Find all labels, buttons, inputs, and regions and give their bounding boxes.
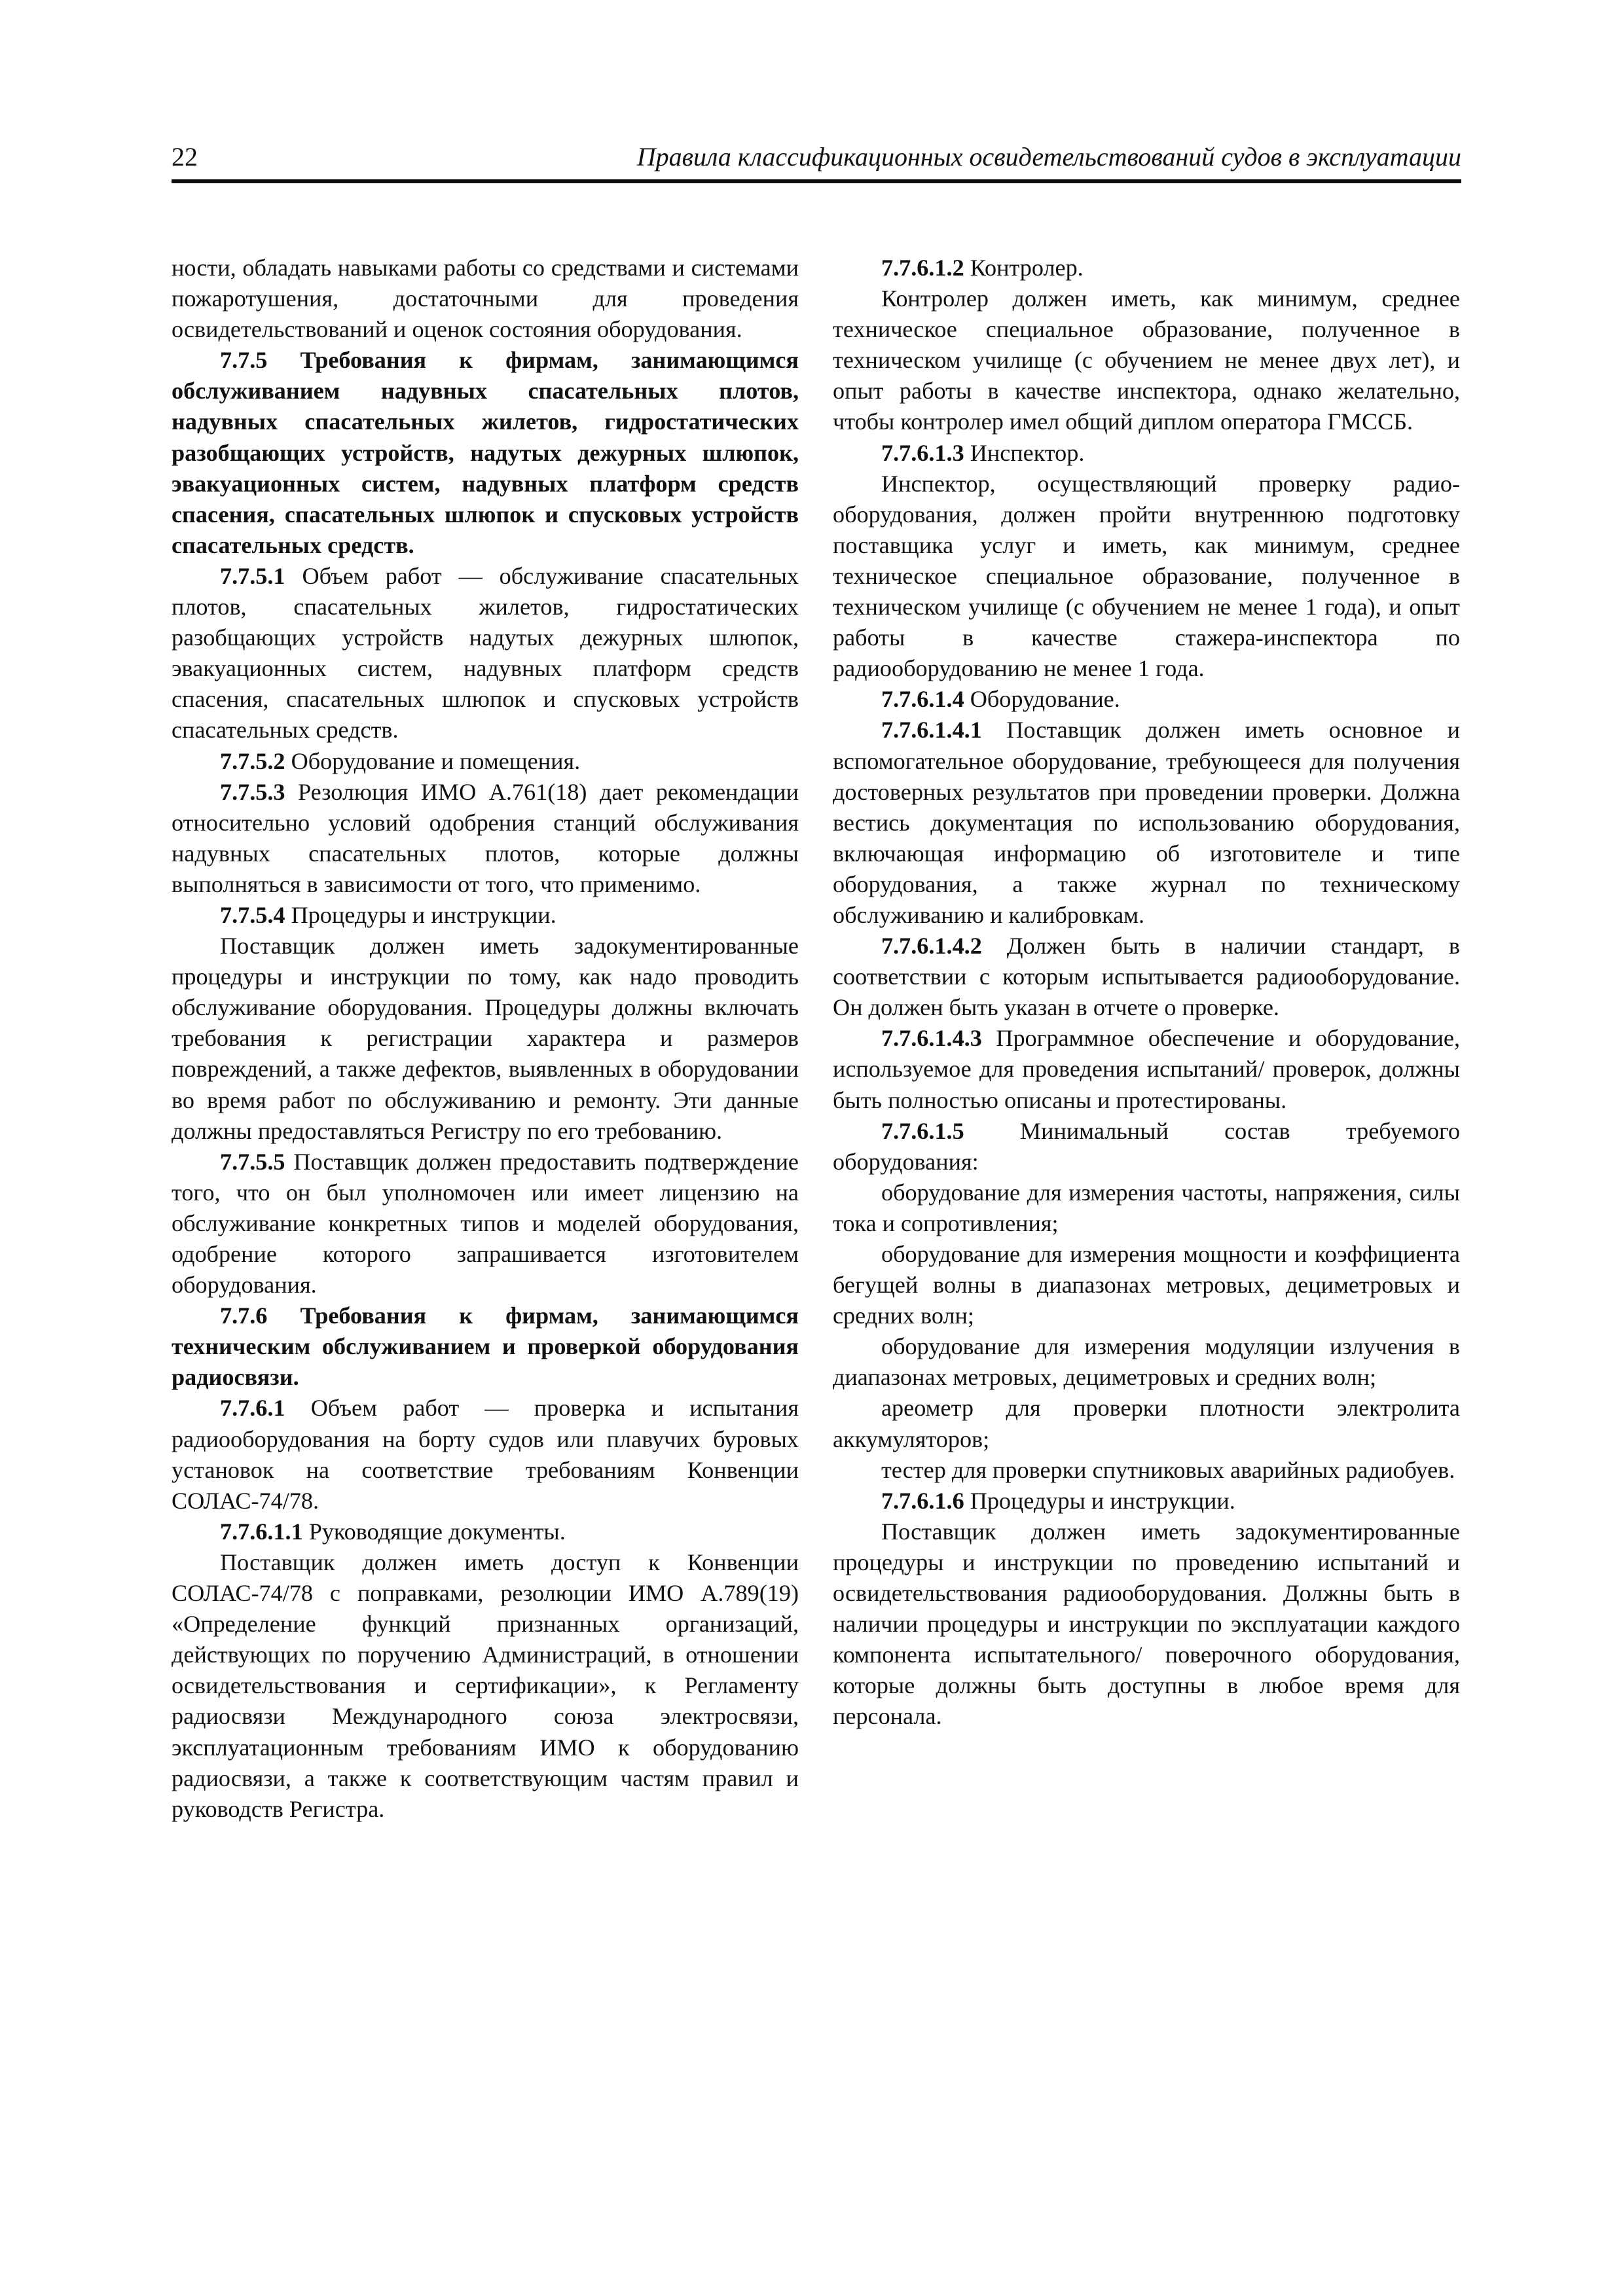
paragraph: ности, обладать навыками работы со средствами и системами пожаротушения, достаточными для проведения освидетельствований и оценок состояния оборудования. <box>172 255 799 343</box>
list-item: ареометр для проверки плотности электролита аккумуляторов; <box>833 1395 1460 1452</box>
list-item: оборудование для измерения мощности и коэффициента бегущей волны в диапазонах метровых, дециметровых и средних волн; <box>833 1241 1460 1329</box>
paragraph: Инспектор, осуществляющий проверку радиооборудования, должен пройти внутреннюю подготовку поставщика услуг и иметь, как минимум, среднее техническое специальное образование, полученное в техническом училище (с обучением не менее 1 года), и опыт работы в качестве стажера-инспектора по радиооборудованию не менее 1 года. <box>833 470 1460 682</box>
section-heading-7-7-5: 7.7.5 Требования к фирмам, занимающимся обслуживанием надувных спасательных плотов, надувных спасательных жилетов, гидростатических разобщающих устройств, надутых дежурных шлюпок, эвакуационных систем, надувных платформ средств спасения, спасательных шлюпок и спусковых устройств спасательных средств. <box>172 347 799 558</box>
paragraph: Поставщик должен иметь задокументированные процедуры и инструкции по тому, как надо проводить обслуживание оборудования. Процедуры должны включать требования к регистрации характера и размеров повреждений, а также дефектов, выявленных в оборудовании во время работ по обслуживанию и ремонту. Эти данные должны предоставляться Регистру по его требованию. <box>172 933 799 1144</box>
clause-7-7-6-1-4-1: 7.7.6.1.4.1 Поставщик должен иметь основное и вспомогательное оборудование, требующееся для получения достоверных результатов при проведении проверки. Должна вестись документация по использованию оборудования, включающая информацию об изготовителе и типе оборудования, а также журнал по техническому обслуживанию и калибровкам. <box>833 717 1460 928</box>
clause-7-7-5-1: 7.7.5.1 Объем работ — обслуживание спасательных плотов, спасательных жилетов, гидростатических разобщающих устройств надутых дежурных шлюпок, эвакуационных систем, надувных платформ средств спасения, спасательных шлюпок и спусковых устройств спасательных средств. <box>172 562 799 744</box>
list-item: оборудование для измерения модуляции излучения в диапазонах метровых, дециметровых и средних волн; <box>833 1333 1460 1391</box>
clause-7-7-6-1-4: 7.7.6.1.4 Оборудование. <box>881 686 1120 713</box>
clause-7-7-5-3: 7.7.5.3 Резолюция ИМО А.761(18) дает рекомендации относительно условий одобрения станций обслуживания надувных спасательных плотов, которые должны выполняться в зависимости от того, что применимо. <box>172 778 799 897</box>
list-item: тестер для проверки спутниковых аварийных радиобуев. <box>881 1456 1455 1483</box>
clause-7-7-5-5: 7.7.5.5 Поставщик должен предоставить подтверждение того, что он был уполномочен или имеет лицензию на обслуживание конкретных типов и моделей оборудования, одобрение которого запрашивается изготовителем оборудования. <box>172 1148 799 1299</box>
list-item: оборудование для измерения частоты, напряжения, силы тока и сопротивления; <box>833 1179 1460 1236</box>
paragraph: Поставщик должен иметь доступ к Конвенции СОЛАС-74/78 с поправками, резолюции ИМО А.789(19) «Определение функций признанных организаций, действующих по поручению Администраций, в отношении освидетельствования и сертификации», к Регламенту радиосвязи Международного союза электросвязи, эксплуатационным требованиям ИМО к оборудованию радиосвязи, а также к соответствующим частям правил и руководств Регистра. <box>172 1549 799 1822</box>
right-column <box>833 253 1460 1732</box>
clause-7-7-6-1-5: 7.7.6.1.5 Минимальный состав требуемого оборудования: <box>833 1117 1460 1175</box>
section-heading-7-7-6: 7.7.6 Требования к фирмам, занимающимся техническим обслуживанием и проверкой оборудования радиосвязи. <box>172 1302 799 1391</box>
clause-7-7-6-1-6: 7.7.6.1.6 Процедуры и инструкции. <box>881 1487 1235 1514</box>
paragraph: Поставщик должен иметь задокументированные процедуры и инструкции по проведению испытаний и освидетельствования радиооборудования. Должны быть в наличии процедуры и инструкции по эксплуатации каждого компонента испытательного/ поверочного оборудования, которые должны быть доступны в любое время для персонала. <box>833 1518 1460 1730</box>
running-title: Правила классификационных освидетельствований судов в эксплуатации <box>636 142 1461 171</box>
clause-7-7-6-1: 7.7.6.1 Объем работ — проверка и испытания радиооборудования на борту судов или плавучих буровых установок на соответствие требованиям Конвенции СОЛАС-74/78. <box>172 1395 799 1514</box>
left-column <box>172 253 799 1825</box>
clause-7-7-6-1-1: 7.7.6.1.1 Руководящие документы. <box>220 1518 566 1545</box>
clause-7-7-6-1-3: 7.7.6.1.3 Инспектор. <box>881 439 1085 466</box>
page-number: 22 <box>172 142 198 171</box>
clause-7-7-6-1-4-3: 7.7.6.1.4.3 Программное обеспечение и оборудование, используемое для проведения испытаний/ проверок, должны быть полностью описаны и протестированы. <box>833 1025 1460 1113</box>
clause-7-7-5-2: 7.7.5.2 Оборудование и помещения. <box>220 747 581 774</box>
clause-7-7-6-1-2: 7.7.6.1.2 Контролер. <box>881 255 1084 281</box>
paragraph: Контролер должен иметь, как минимум, среднее техническое специальное образование, полученное в техническом училище (с обучением не менее двух лет), и опыт работы в качестве инспектора, однако желательно, чтобы контролер имел общий диплом оператора ГМССБ. <box>833 285 1460 435</box>
clause-7-7-6-1-4-2: 7.7.6.1.4.2 Должен быть в наличии стандарт, в соответствии с которым испытывается радиооборудование. Он должен быть указан в отчете о проверке. <box>833 933 1461 1021</box>
clause-7-7-5-4: 7.7.5.4 Процедуры и инструкции. <box>220 901 556 928</box>
page-header <box>172 140 1461 183</box>
